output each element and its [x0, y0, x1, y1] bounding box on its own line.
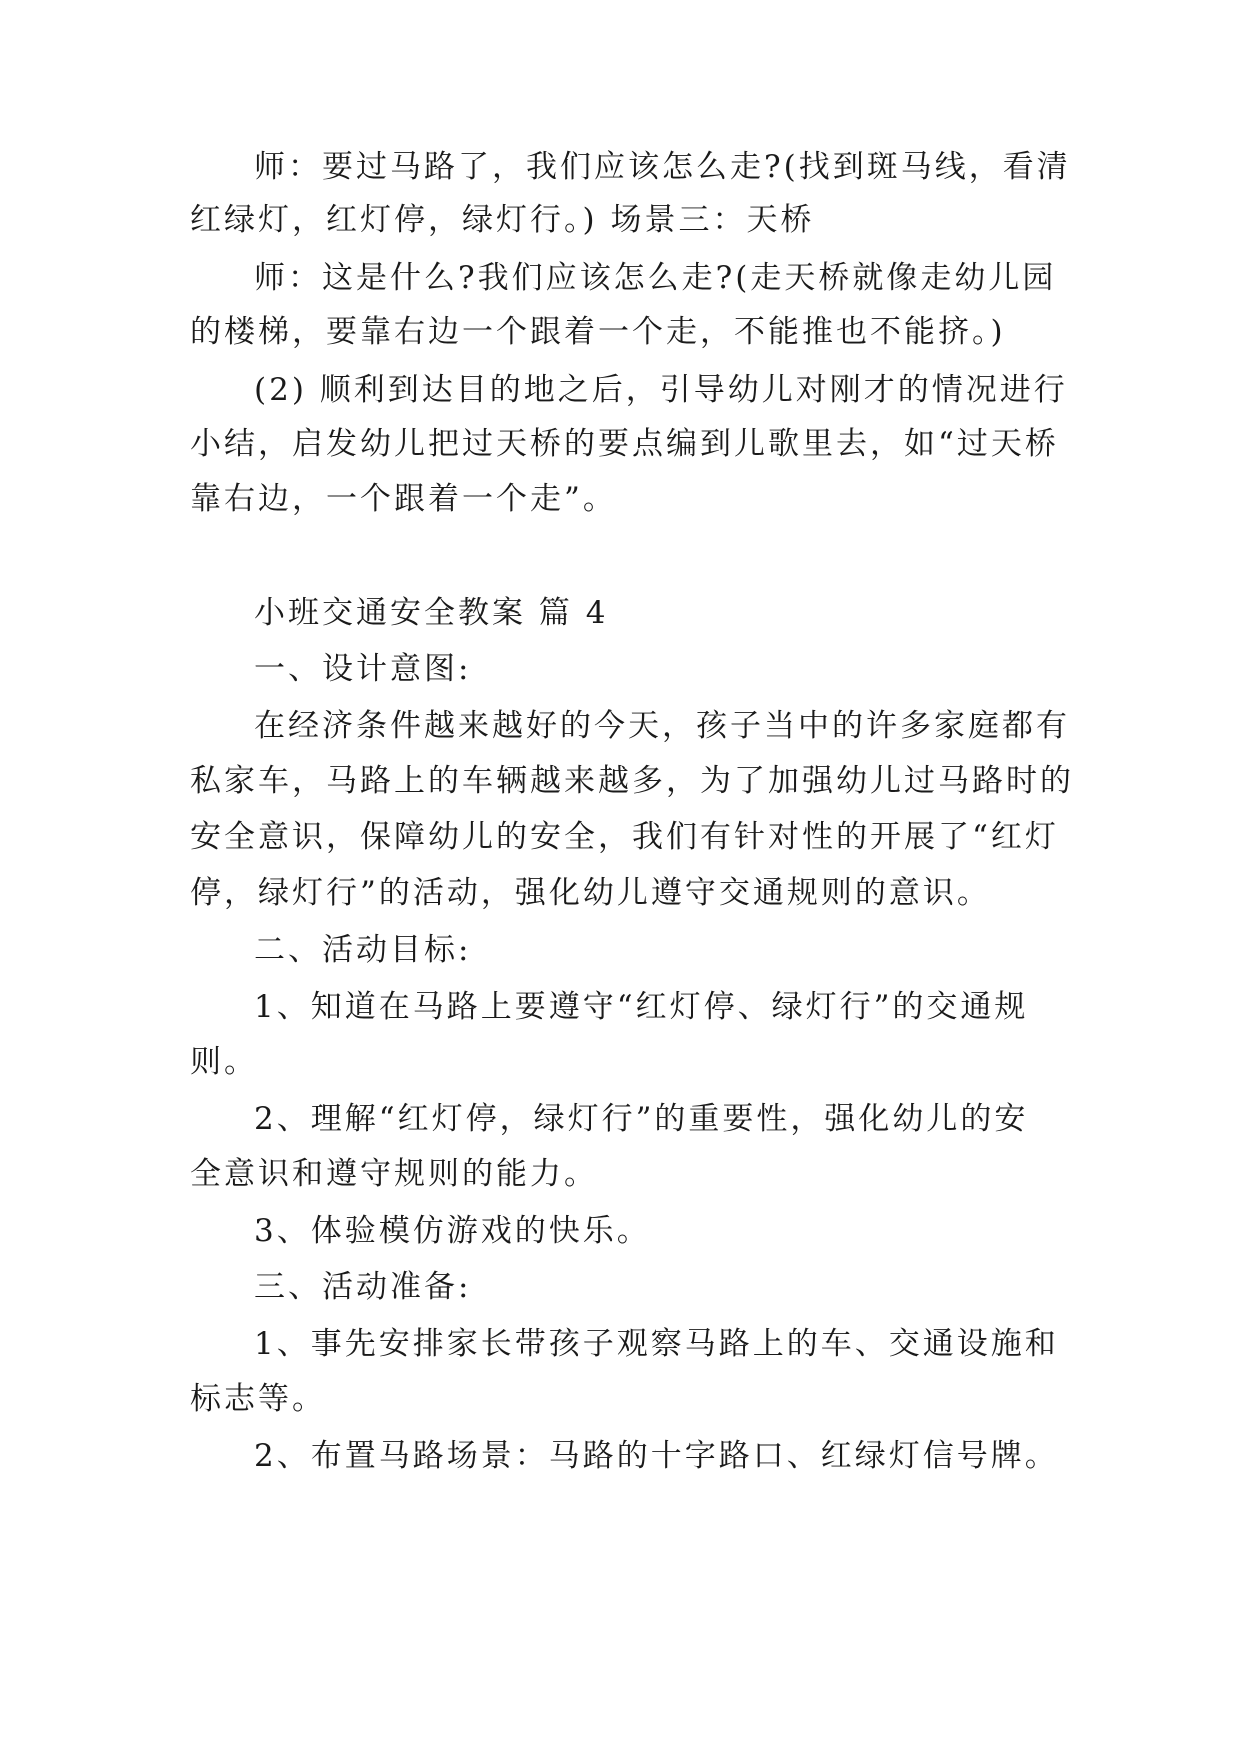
list-item-continuation: 标志等。 — [190, 1381, 326, 1417]
paragraph-line: 红绿灯，红灯停，绿灯行。) 场景三：天桥 — [190, 202, 815, 238]
paragraph-line: 的楼梯，要靠右边一个跟着一个走，不能推也不能挤。) — [190, 314, 1006, 350]
list-item: 2、理解“红灯停，绿灯行”的重要性，强化幼儿的安 — [254, 1101, 1029, 1137]
paragraph-line: 师：要过马路了，我们应该怎么走?(找到斑马线，看清 — [254, 149, 1071, 185]
section-title: 小班交通安全教案 篇 4 — [254, 595, 609, 631]
paragraph-line: 靠右边，一个跟着一个走”。 — [190, 481, 617, 517]
paragraph-line: (2) 顺利到达目的地之后，引导幼儿对刚才的情况进行 — [254, 372, 1068, 408]
paragraph-line: 停，绿灯行”的活动，强化幼儿遵守交通规则的意识。 — [190, 875, 991, 911]
paragraph-line: 私家车，马路上的车辆越来越多，为了加强幼儿过马路时的 — [190, 763, 1074, 799]
paragraph-line: 在经济条件越来越好的今天，孩子当中的许多家庭都有 — [254, 708, 1070, 744]
list-item: 1、事先安排家长带孩子观察马路上的车、交通设施和 — [254, 1326, 1059, 1362]
paragraph-line: 安全意识，保障幼儿的安全，我们有针对性的开展了“红灯 — [190, 819, 1059, 855]
section-heading: 一、设计意图: — [254, 651, 472, 687]
list-item: 2、布置马路场景：马路的十字路口、红绿灯信号牌。 — [254, 1438, 1059, 1474]
paragraph-line: 师：这是什么?我们应该怎么走?(走天桥就像走幼儿园 — [254, 260, 1057, 296]
paragraph-line: 小结，启发幼儿把过天桥的要点编到儿歌里去，如“过天桥 — [190, 426, 1059, 462]
section-heading: 二、活动目标: — [254, 932, 472, 968]
list-item: 1、知道在马路上要遵守“红灯停、绿灯行”的交通规 — [254, 989, 1029, 1025]
list-item-continuation: 则。 — [190, 1044, 258, 1080]
list-item: 3、体验模仿游戏的快乐。 — [254, 1213, 651, 1249]
list-item-continuation: 全意识和遵守规则的能力。 — [190, 1156, 598, 1192]
section-heading: 三、活动准备: — [254, 1269, 472, 1305]
